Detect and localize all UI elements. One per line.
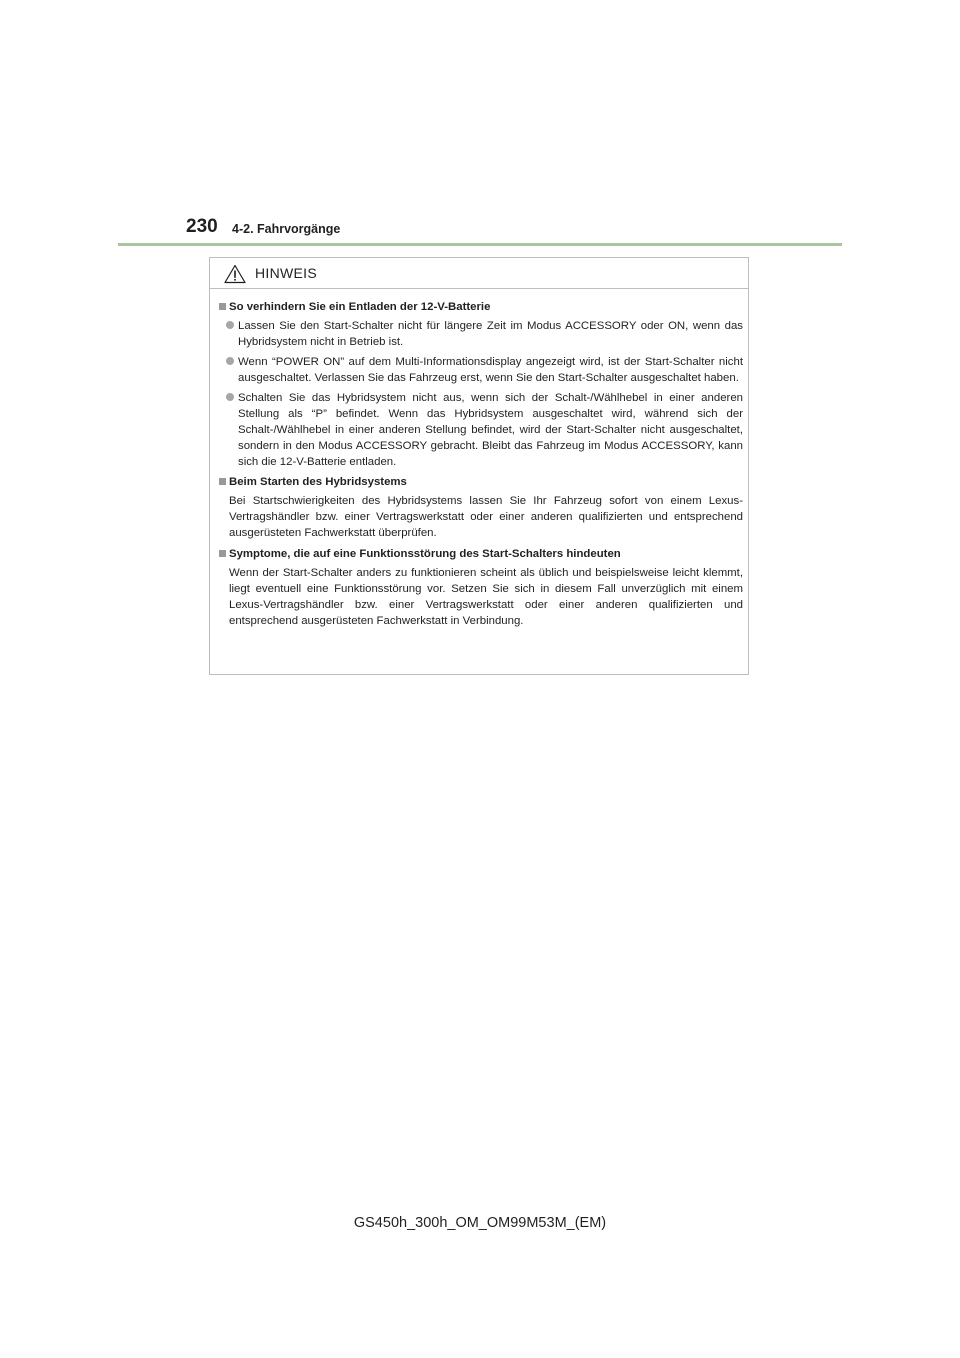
notice-header	[210, 258, 748, 289]
header-rule	[118, 243, 842, 246]
section-heading-text: Symptome, die auf eine Funktionsstörung des Start-Schalters hindeuten	[229, 548, 621, 560]
page-number: 230	[186, 216, 218, 237]
section-heading-text: So verhindern Sie ein Entladen der 12-V-Batterie	[229, 301, 491, 313]
bullet-dot-icon	[226, 393, 234, 401]
section-heading-battery	[219, 299, 743, 315]
section-heading-starting	[219, 474, 743, 490]
list-item	[219, 318, 743, 350]
bullet-dot-icon	[226, 357, 234, 365]
section-heading-text: Beim Starten des Hybridsystems	[229, 476, 407, 488]
section-paragraph: Bei Startschwierigkeiten des Hybridsystems lassen Sie Ihr Fahrzeug sofort von einem Lexus-Vertragshändler bzw. einer Vertragswerkstatt oder einer anderen qualifizierten und entsprechend ausgerüsteten Fachwerkstatt überprüfen.	[229, 495, 743, 539]
footer-doc-code: GS450h_300h_OM_OM99M53M_(EM)	[353, 1215, 607, 1231]
section-heading-malfunction	[219, 546, 743, 562]
section-square-icon	[219, 478, 226, 485]
list-item	[219, 390, 743, 470]
bullet-dot-icon	[226, 321, 234, 329]
section-paragraph: Wenn der Start-Schalter anders zu funktionieren scheint als üblich und beispielsweise leicht klemmt, liegt eventuell eine Funktionsstörung vor. Setzen Sie sich in diesem Fall unverzüglich mit einem Lexus-Vertragshändler bzw. einer Vertragswerkstatt oder einer anderen qualifizierten und entsprechend ausgerüsteten Fachwerkstatt in Verbindung.	[229, 567, 743, 627]
warning-triangle-icon	[224, 264, 246, 284]
list-item-text: Schalten Sie das Hybridsystem nicht aus, wenn sich der Schalt-/Wählhebel in einer anderen Stellung als “P” befindet. Wenn das Hybridsystem ausgeschaltet wird, während sich der Schalt-/Wählhebel in einer anderen Stellung befindet, wird der Start-Schalter nicht ausgeschaltet, sondern in den Modus ACCESSORY gebracht. Bleibt das Fahrzeug im Modus ACCESSORY, kann sich die 12-V-Batterie entladen.	[238, 392, 743, 468]
list-item-text: Wenn “POWER ON” auf dem Multi-Informationsdisplay angezeigt wird, ist der Start-Schalter nicht ausgeschaltet. Verlassen Sie das Fahrzeug erst, wenn Sie den Start-Schalter ausgeschaltet haben.	[238, 356, 743, 384]
section-square-icon	[219, 550, 226, 557]
notice-title: HINWEIS	[255, 265, 317, 281]
section-square-icon	[219, 303, 226, 310]
list-item	[219, 354, 743, 386]
list-item-text: Lassen Sie den Start-Schalter nicht für längere Zeit im Modus ACCESSORY oder ON, wenn das Hybridsystem nicht in Betrieb ist.	[238, 320, 743, 348]
notice-body	[219, 299, 743, 634]
notice-box	[209, 257, 749, 675]
section-title: 4-2. Fahrvorgänge	[232, 222, 341, 236]
